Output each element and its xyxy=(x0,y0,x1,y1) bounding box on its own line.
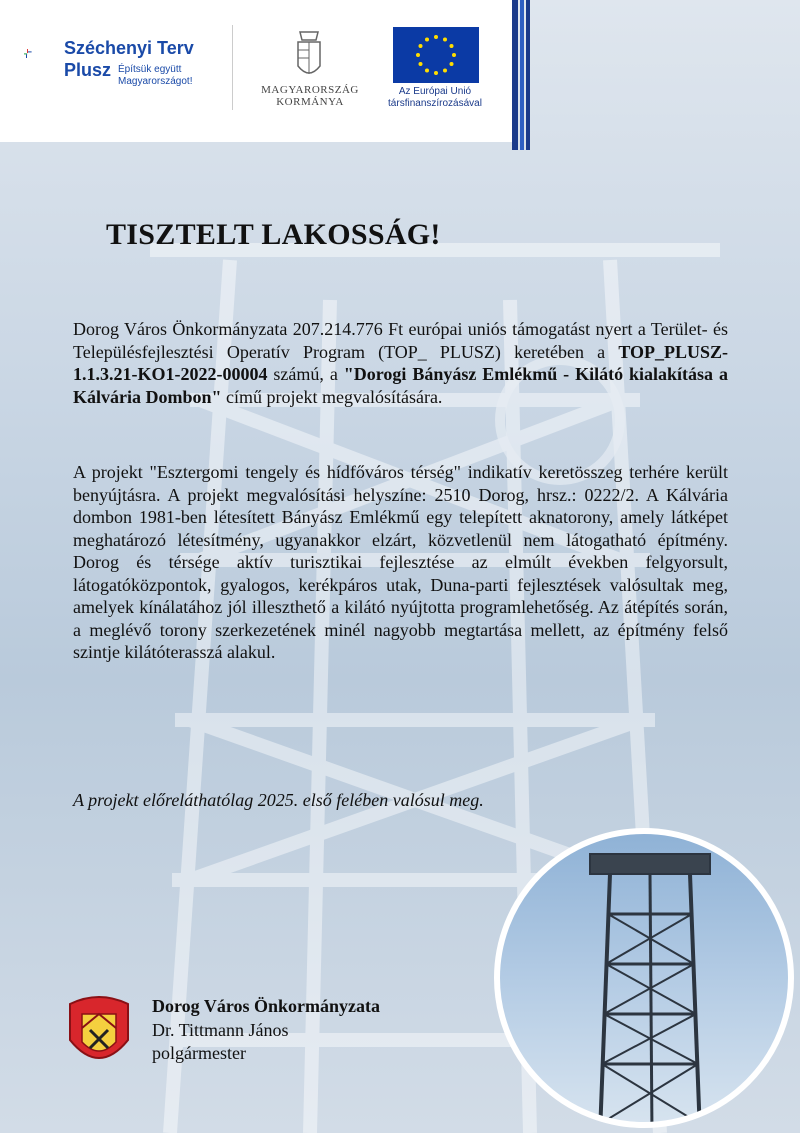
header-stripe-decoration xyxy=(512,0,530,150)
eu-flag-icon xyxy=(393,27,479,83)
intro-text-2: számú, a xyxy=(267,364,344,384)
szechenyi-cross-icon xyxy=(24,32,64,82)
project-name: "Dorogi Bányász Emlékmű - Kilátó kialakítása a Kálvária Dombon" xyxy=(73,364,728,407)
description-paragraph: A projekt "Esztergomi tengely és hídfőváros térség" indikatív keretösszeg terhére került benyújtásra. A projekt megvalósítási helyszíne: 2510 Dorog, hrsz.: 0222/2. A Kálvária dombon 1981-ben létesített Bányász Emlékmű egy telepített aknatorony, amely látképet meghatározó létesítmény, ugyanakkor elzárt, közvetlenül nem látogatható építmény. Dorog és térsége aktív turisztikai fejlesztése az elmúlt években felgyorsult, látogatóközpontok, gyalogos, kerékpáros utak, Duna-parti fejlesztések valósultak meg, amelyek kínálatához jól illeszthető a kilátó nyújtotta programlehetőség. Az átépítés során, a meglévő torony szerkezetének minél nagyobb megtartása mellett, az építmény felső szintje kilátóterasszá alakul. xyxy=(73,462,728,662)
government-label: MAGYARORSZÁG KORMÁNYA xyxy=(261,84,359,108)
eu-cofinancing-label: Az Európai Unió társfinanszírozásával xyxy=(388,86,482,109)
dorog-crest-icon xyxy=(60,990,138,1078)
szechenyi-tagline: Építsük együtt Magyarországot! xyxy=(118,64,193,87)
closing-statement: A projekt előreláthatólag 2025. első felében valósul meg. xyxy=(73,790,484,810)
signature-role: polgármester xyxy=(152,1043,246,1063)
tower-photo xyxy=(494,828,794,1128)
intro-paragraph xyxy=(73,318,728,408)
intro-text-1: Dorog Város Önkormányzata 207.214.776 Ft európai uniós támogatást nyert a Terület- és Településfejlesztési Operatív Program (TOP_ PLUSZ) keretében a xyxy=(73,319,728,362)
project-code: TOP_PLUSZ-1.1.3.21-KO1-2022-00004 xyxy=(73,341,728,384)
page-title: TISZTELT LAKOSSÁG! xyxy=(106,218,441,251)
szechenyi-title: Széchenyi Terv xyxy=(64,38,194,58)
intro-text-3: című projekt megvalósítására. xyxy=(221,386,443,407)
szechenyi-plus: Plusz xyxy=(64,60,112,80)
tower-illustration xyxy=(500,834,794,1128)
signature-organization: Dorog Város Önkormányzata xyxy=(152,996,381,1016)
signature-name: Dr. Tittmann János xyxy=(152,1020,289,1040)
header-divider xyxy=(232,25,233,110)
